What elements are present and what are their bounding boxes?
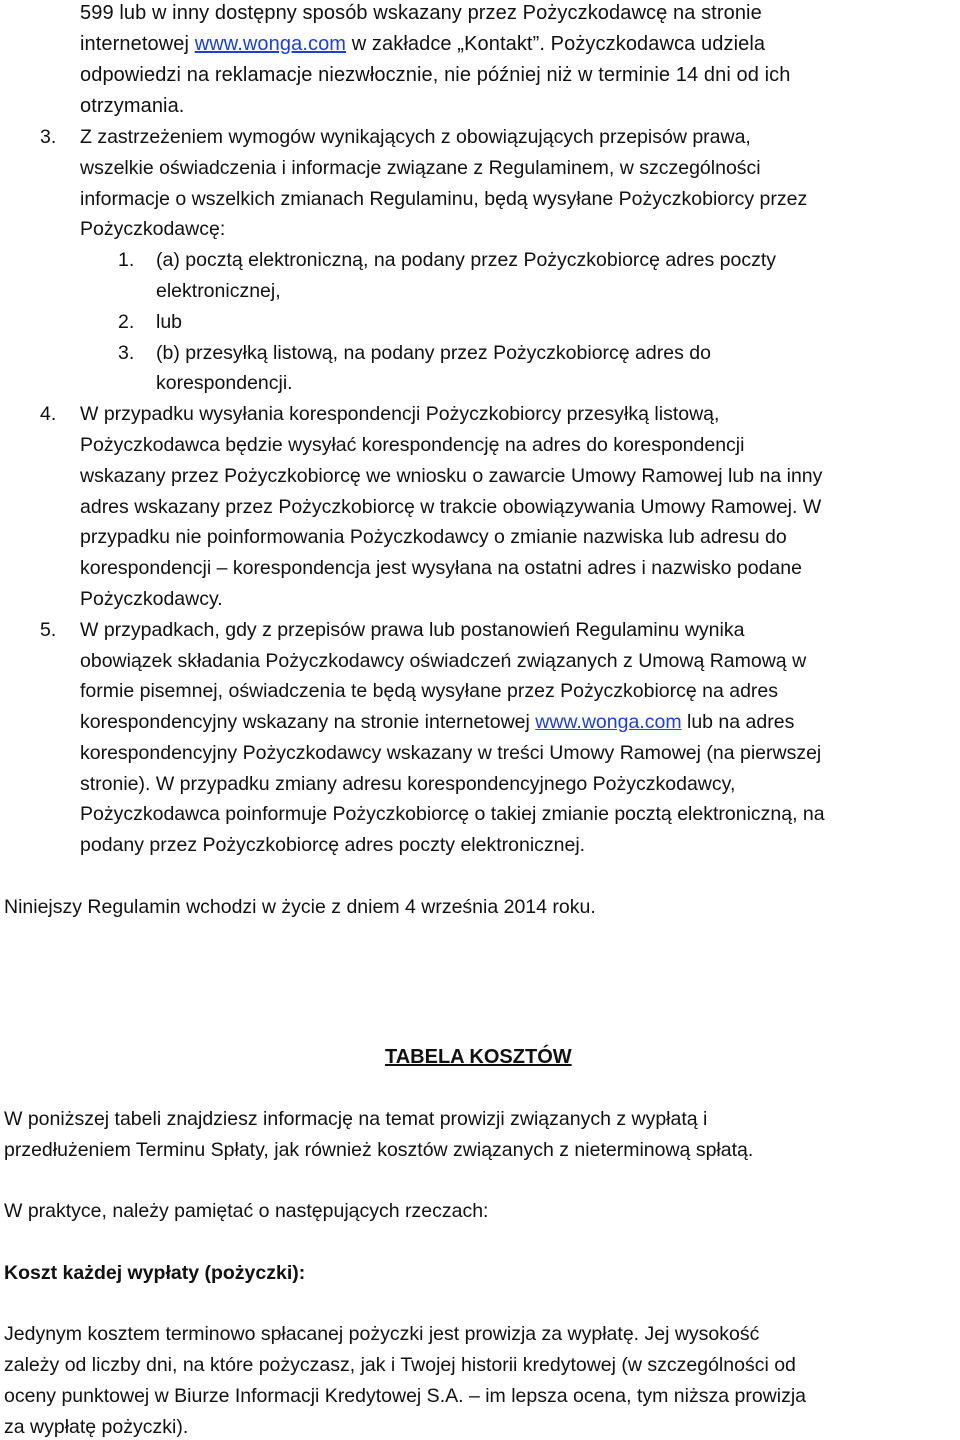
item-5-line-7: Pożyczkodawca poinformuje Pożyczkobiorcę o takiej zmianie pocztą elektroniczną, na xyxy=(80,803,825,825)
wonga-link-1[interactable]: www.wonga.com xyxy=(194,33,347,55)
item-3-line-1: Z zastrzeżeniem wymogów wynikających z obowiązujących przepisów prawa, xyxy=(80,126,751,148)
item-3-line-2: wszelkie oświadczenia i informacje związane z Regulaminem, w szczególności xyxy=(80,157,761,179)
item-4-line-2: Pożyczkodawca będzie wysyłać korespondencję na adres do korespondencji xyxy=(80,434,745,456)
sub-1-number: 1. xyxy=(118,249,135,271)
costs-para-line-2: zależy od liczby dni, na które pożyczasz, jak i Twojej historii kredytowej (w szczególności od xyxy=(4,1354,796,1376)
costs-intro-line-1: W poniższej tabeli znajdziesz informację na temat prowizji związanych z wypłatą i xyxy=(4,1108,708,1130)
top-line-2 xyxy=(80,31,765,57)
sub-3-number: 3. xyxy=(118,342,135,364)
item-5-number: 5. xyxy=(40,619,57,641)
costs-practice: W praktyce, należy pamiętać o następujących rzeczach: xyxy=(4,1200,489,1222)
item-3-line-3: informacje o wszelkich zmianach Regulaminu, będą wysyłane Pożyczkobiorcy przez xyxy=(80,188,808,210)
item-5-line-2: obowiązek składania Pożyczkodawcy oświadczeń związanych z Umową Ramową w xyxy=(80,650,807,672)
item-5-line-4-suffix: lub na adres xyxy=(681,711,795,733)
item-5-line-3: formie pisemnej, oświadczenia te będą wysyłane przez Pożyczkobiorcę na adres xyxy=(80,680,779,702)
sub-2-line-1: lub xyxy=(156,311,183,333)
item-5-line-6: stronie). W przypadku zmiany adresu korespondencyjnego Pożyczkodawcy, xyxy=(80,773,736,795)
item-5-line-4 xyxy=(80,709,794,735)
item-5-line-5: korespondencyjny Pożyczkodawcy wskazany w treści Umowy Ramowej (na pierwszej xyxy=(80,742,822,764)
wonga-link-2[interactable]: www.wonga.com xyxy=(535,711,682,733)
item-3-line-4: Pożyczkodawcę: xyxy=(80,218,226,240)
sub-1-line-2: elektronicznej, xyxy=(156,280,281,302)
item-4-number: 4. xyxy=(40,403,57,425)
item-4-line-4: adres wskazany przez Pożyczkobiorcę w trakcie obowiązywania Umowy Ramowej. W xyxy=(80,496,822,518)
item-5-line-4-prefix: korespondencyjny wskazany na stronie internetowej xyxy=(80,711,536,733)
sub-3-line-1: (b) przesyłką listową, na podany przez Pożyczkobiorcę adres do xyxy=(156,342,711,364)
effective-date: Niniejszy Regulamin wchodzi w życie z dniem 4 września 2014 roku. xyxy=(4,896,596,918)
costs-intro-line-2: przedłużeniem Terminu Spłaty, jak również kosztów związanych z nieterminową spłatą. xyxy=(4,1139,754,1161)
costs-para-line-1: Jedynym kosztem terminowo spłacanej pożyczki jest prowizja za wypłatę. Jej wysokość xyxy=(4,1323,760,1345)
item-4-line-1: W przypadku wysyłania korespondencji Pożyczkobiorcy przesyłką listową, xyxy=(80,403,720,425)
item-4-line-3: wskazany przez Pożyczkobiorcę we wniosku o zawarcie Umowy Ramowej lub na inny xyxy=(80,465,823,487)
top-line-2-prefix: internetowej xyxy=(80,33,195,55)
top-line-2-suffix: w zakładce „Kontakt”. Pożyczkodawca udziela xyxy=(346,33,766,55)
costs-heading: Koszt każdej wypłaty (pożyczki): xyxy=(4,1262,306,1284)
costs-para-line-3: oceny punktowej w Biurze Informacji Kredytowej S.A. – im lepsza ocena, tym niższa prowizja xyxy=(4,1385,807,1407)
top-line-4: otrzymania. xyxy=(80,95,185,117)
item-5-line-1: W przypadkach, gdy z przepisów prawa lub postanowień Regulaminu wynika xyxy=(80,619,745,641)
item-4-line-6: korespondencji – korespondencja jest wysyłana na ostatni adres i nazwisko podane xyxy=(80,557,802,579)
sub-1-line-1: (a) pocztą elektroniczną, na podany przez Pożyczkobiorcę adres poczty xyxy=(156,249,776,271)
item-5-line-8: podany przez Pożyczkobiorcę adres poczty elektronicznej. xyxy=(80,834,586,856)
costs-para-line-4: za wypłatę pożyczki). xyxy=(4,1416,189,1438)
item-4-line-7: Pożyczkodawcy. xyxy=(80,588,223,610)
item-4-line-5: przypadku nie poinformowania Pożyczkodawcy o zmianie nazwiska lub adresu do xyxy=(80,526,787,548)
sub-3-line-2: korespondencji. xyxy=(156,372,293,394)
top-line-3: odpowiedzi na reklamacje niezwłocznie, nie później niż w terminie 14 dni od ich xyxy=(80,64,791,86)
item-3-number: 3. xyxy=(40,126,57,148)
costs-title: TABELA KOSZTÓW xyxy=(385,1046,572,1068)
sub-2-number: 2. xyxy=(118,311,135,333)
top-line-1: 599 lub w inny dostępny sposób wskazany przez Pożyczkodawcę na stronie xyxy=(80,2,762,24)
